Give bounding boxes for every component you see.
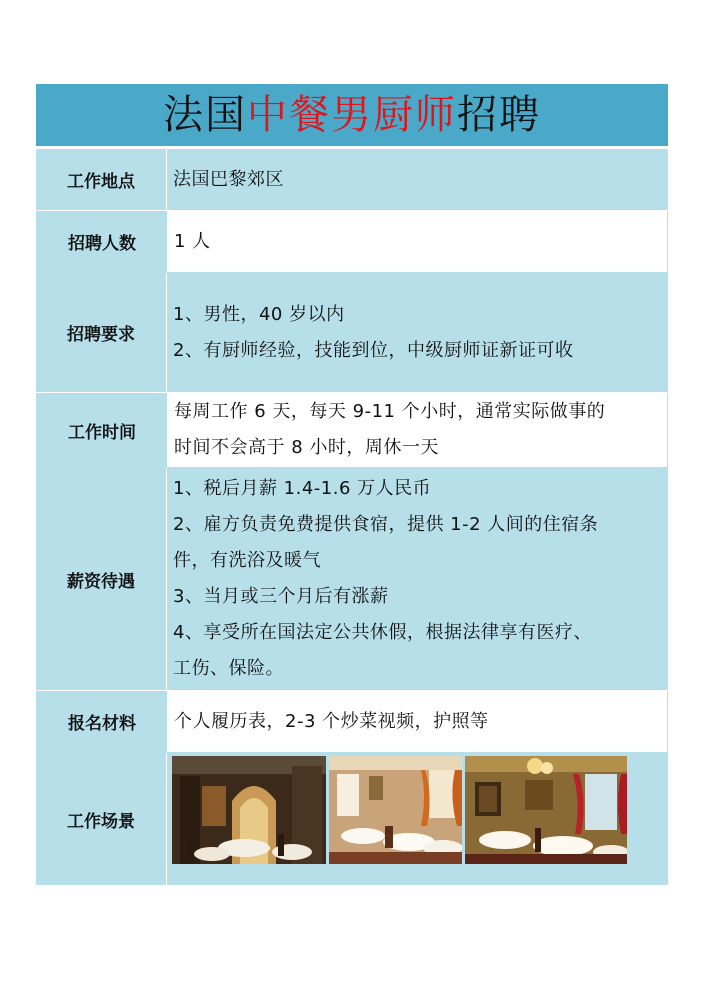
title-part-3: 招聘 [457, 92, 541, 138]
requirement-line: 2、有厨师经验，技能到位，中级厨师证新证可收 [173, 339, 574, 361]
row-value [167, 468, 668, 690]
row-requirements [36, 273, 668, 393]
row-materials [36, 691, 668, 753]
row-location [36, 149, 668, 211]
row-hours [36, 393, 668, 468]
headcount-value: 1 人 [174, 230, 211, 252]
row-label: 工作时间 [37, 393, 168, 467]
title-part-2-highlight: 中餐男厨师 [247, 92, 457, 138]
row-value [168, 393, 667, 467]
materials-value: 个人履历表，2-3 个炒菜视频，护照等 [174, 710, 489, 732]
row-scene [36, 753, 668, 886]
salary-line: 2、雇方负责免费提供食宿，提供 1-2 人间的住宿条 [173, 514, 599, 535]
requirement-line: 1、男性，40 岁以内 [173, 303, 345, 325]
scene-photos [167, 753, 668, 885]
title-text [163, 92, 541, 138]
title-part-1: 法国 [163, 92, 247, 138]
salary-line: 1、税后月薪 1.4-1.6 万人民币 [173, 478, 432, 499]
row-label: 招聘要求 [36, 273, 167, 392]
row-value [167, 273, 668, 392]
row-value [168, 211, 667, 272]
row-label: 工作地点 [36, 149, 167, 210]
recruitment-table [36, 84, 668, 886]
page-title [36, 84, 668, 149]
row-headcount [36, 211, 668, 273]
restaurant-photo-3 [465, 756, 627, 864]
row-label: 薪资待遇 [36, 468, 167, 690]
salary-line: 件，有洗浴及暖气 [173, 550, 321, 571]
salary-line: 工伤、保险。 [173, 658, 284, 679]
row-label: 招聘人数 [37, 211, 168, 272]
hours-line: 每周工作 6 天，每天 9-11 个小时，通常实际做事的 [174, 401, 606, 422]
salary-line: 4、享受所在国法定公共休假，根据法律享有医疗、 [173, 622, 592, 643]
restaurant-photo-1 [172, 756, 326, 864]
row-value [167, 149, 668, 210]
restaurant-photo-2 [329, 756, 462, 864]
row-label: 工作场景 [36, 753, 167, 885]
row-label: 报名材料 [37, 691, 168, 752]
row-value [168, 691, 667, 752]
salary-line: 3、当月或三个月后有涨薪 [173, 586, 389, 607]
row-salary [36, 468, 668, 691]
hours-line: 时间不会高于 8 小时，周休一天 [174, 437, 439, 458]
location-value: 法国巴黎郊区 [173, 168, 284, 190]
